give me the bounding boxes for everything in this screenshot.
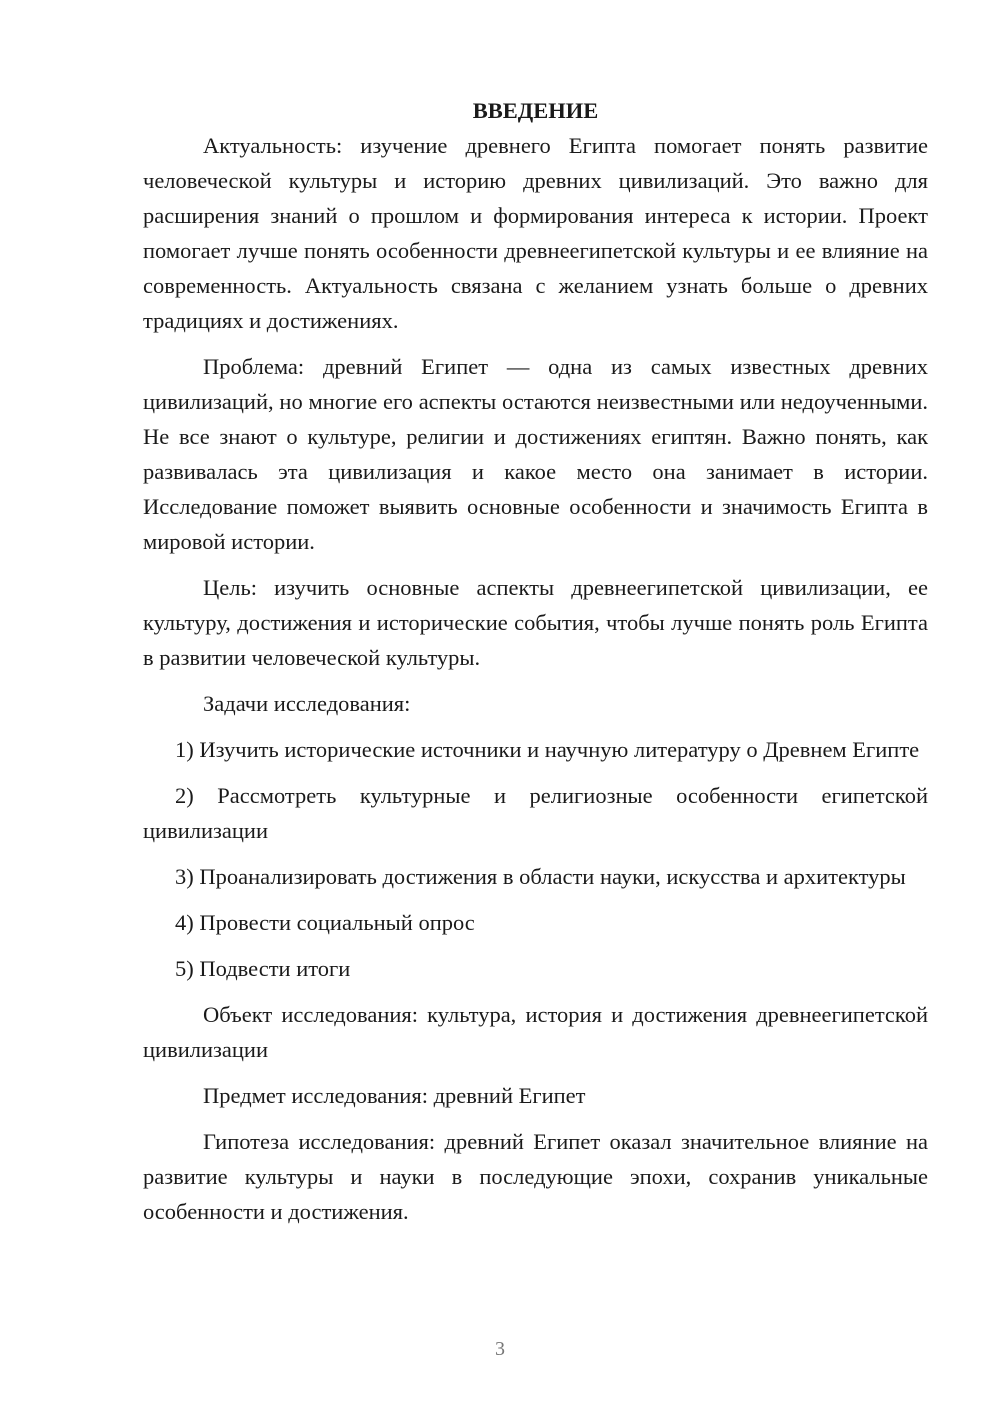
paragraph-object: Объект исследования: культура, история и достижения древнеегипетской цивилизации [143, 1002, 928, 1062]
document-body [143, 93, 928, 1229]
paragraph-hypothesis: Гипотеза исследования: древний Египет оказал значительное влияние на развитие культуры и науки в последующие эпохи, сохранив уникальные особенности и достижения. [143, 1129, 928, 1224]
section-title: ВВЕДЕНИЕ [472, 98, 599, 123]
page-number: 3 [495, 1338, 505, 1360]
paragraph-goal: Цель: изучить основные аспекты древнеегипетской цивилизации, ее культуру, достижения и исторические события, чтобы лучше понять роль Египта в развитии человеческой культуры. [143, 575, 928, 670]
paragraph-relevance: Актуальность: изучение древнего Египта помогает понять развитие человеческой культуры и историю древних цивилизаций. Это важно для расширения знаний о прошлом и формирования интереса к истории. Проект помогает лучше понять особенности древнеегипетской культуры и ее влияние на современность. Актуальность связана с желанием узнать больше о древних традициях и достижениях. [143, 133, 928, 333]
task-item-5: 5) Подвести итоги [175, 956, 351, 981]
paragraph-subject: Предмет исследования: древний Египет [203, 1083, 586, 1108]
tasks-heading: Задачи исследования: [203, 691, 411, 716]
paragraph-problem: Проблема: древний Египет — одна из самых известных древних цивилизаций, но многие его аспекты остаются неизвестными или недоученными. Не все знают о культуре, религии и достижениях египтян. Важно понять, как развивалась эта цивилизация и какое место она занимает в истории. Исследование поможет выявить основные особенности и значимость Египта в мировой истории. [143, 354, 928, 554]
task-item-4: 4) Провести социальный опрос [175, 910, 475, 935]
task-item-3: 3) Проанализировать достижения в области науки, искусства и архитектуры [175, 864, 906, 889]
task-item-1: 1) Изучить исторические источники и научную литературу о Древнем Египте [175, 737, 920, 762]
task-item-2: 2) Рассмотреть культурные и религиозные особенности египетской цивилизации [143, 783, 928, 843]
